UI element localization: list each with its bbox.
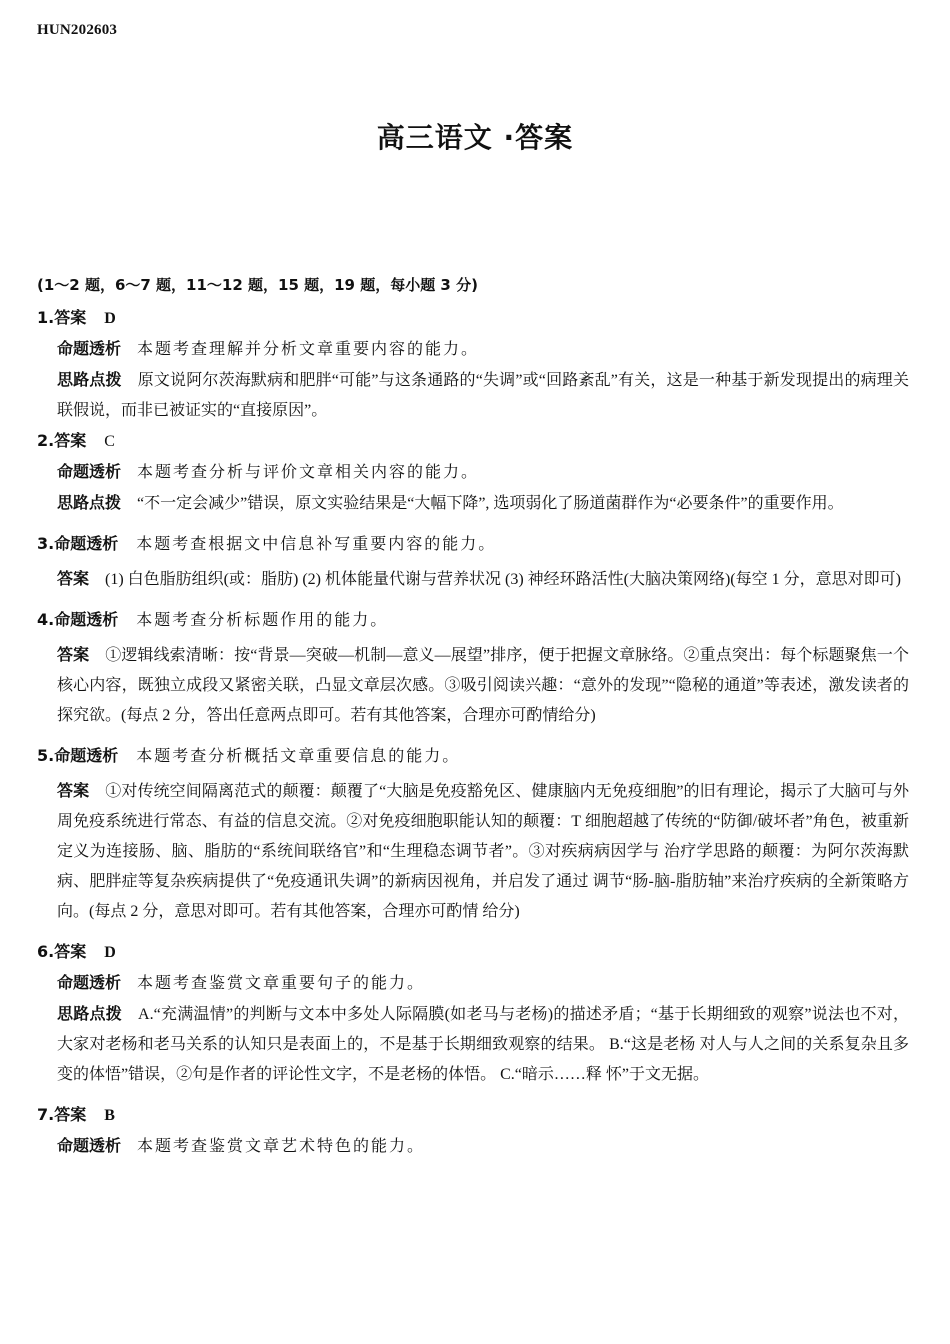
answer-label: 答案 (54, 1105, 87, 1124)
answer-choice: D (104, 310, 116, 327)
hint-label: 思路点拨 (57, 493, 122, 512)
answer-label: 答案 (54, 431, 87, 450)
intent-text: 本题考查鉴赏文章艺术特色的能力。 (137, 1138, 426, 1155)
document-id: HUN202603 (37, 22, 118, 38)
intent-text: 本题考查分析标题作用的能力。 (136, 612, 389, 629)
intent-text: 本题考查分析与评价文章相关内容的能力。 (137, 464, 480, 481)
question-number: 1. (37, 308, 55, 327)
intent-label: 命题透析 (54, 610, 119, 629)
question-5 (37, 741, 909, 927)
page-title: 高三语文 ·答案 (376, 121, 574, 154)
answer-label: 答案 (57, 645, 90, 664)
answer-text: ①对传统空间隔离范式的颠覆：颠覆了“大脑是免疫豁免区、健康脑内无免疫细胞”的旧有理论，揭示了大脑可与外周免疫系统进行常态、有益的信息交流。②对免疫细胞职能认知的颠覆：T 细胞超越了传统的“防御/破坏者”角色，被重新定义为连接肠、脑、脂肪的“系统间联络官”和“生理稳态调节者”。③对疾病病因学与 治疗学思路的颠覆：为阿尔茨海默病、肥胖症等复杂疾病提供了“免疫通讯失调”的新病因视角，并启发了通过 调节“肠-脑-脂肪轴”来治疗疾病的全新策略方向。(每点 2 分，意思对即可。若有其他答案，合理亦可酌情 给分) (57, 783, 909, 920)
question-2-header (37, 426, 909, 457)
answer-choice: B (104, 1107, 115, 1124)
intent-label: 命题透析 (54, 746, 119, 765)
question-number: 2. (37, 431, 55, 450)
hint-text: 原文说阿尔茨海默病和肥胖“可能”与这条通路的“失调”或“回路紊乱”有关，这是一种基于新发现提出的病理关联假说，而非已被证实的“直接原因”。 (57, 372, 909, 419)
question-number: 3. (37, 534, 55, 553)
question-4 (37, 605, 909, 731)
question-3-header (37, 529, 909, 560)
answer-label: 答案 (54, 942, 87, 961)
question-1-header (37, 303, 909, 334)
question-6 (37, 937, 909, 1090)
intent-label: 命题透析 (57, 1136, 122, 1155)
question-number: 4. (37, 610, 55, 629)
answer-label: 答案 (57, 781, 90, 800)
question-4-header (37, 605, 909, 636)
intent-text: 本题考查理解并分析文章重要内容的能力。 (137, 341, 480, 358)
question-5-header (37, 741, 909, 772)
answer-label: 答案 (54, 308, 87, 327)
question-3 (37, 529, 909, 595)
intent-label: 命题透析 (57, 462, 122, 481)
intent-line (57, 968, 909, 999)
question-number: 7. (37, 1105, 55, 1124)
intent-line (57, 457, 909, 488)
answer-line (57, 776, 909, 927)
hint-label: 思路点拨 (57, 370, 122, 389)
intent-text: 本题考查鉴赏文章重要句子的能力。 (137, 975, 426, 992)
hint-text: A.“充满温情”的判断与文本中多处人际隔膜(如老马与老杨)的描述矛盾；“基于长期细致的观察”说法也不对，大家对老杨和老马关系的认知只是表面上的，不是基于长期细致观察的结果。 B.“这是老杨 对人与人之间的关系复杂且多变的体悟”错误，②句是作者的评论性文字，不是老杨的体悟。 C.“暗示……释 怀”于文无据。 (57, 1006, 909, 1083)
answer-label: 答案 (57, 569, 90, 588)
hint-line (57, 488, 909, 519)
intent-line (57, 1131, 909, 1162)
answer-text: ①逻辑线索清晰：按“背景—突破—机制—意义—展望”排序，便于把握文章脉络。②重点突出：每个标题聚焦一个核心内容，既独立成段又紧密关联，凸显文章层次感。③吸引阅读兴趣：“意外的发现”“隐秘的通道”等表述，激发读者的探究欲。(每点 2 分，答出任意两点即可。若有其他答案，合理亦可酌情给分) (57, 647, 909, 724)
question-number: 6. (37, 942, 55, 961)
answer-line (57, 564, 909, 595)
answer-content (37, 270, 909, 1162)
question-number: 5. (37, 746, 55, 765)
question-7 (37, 1100, 909, 1162)
hint-line (57, 999, 909, 1090)
answer-choice: D (104, 944, 116, 961)
answer-line (57, 640, 909, 731)
question-2 (37, 426, 909, 519)
scoring-instruction: (1～2 题，6～7 题，11～12 题，15 题，19 题，每小题 3 分) (37, 276, 478, 294)
question-1 (37, 303, 909, 426)
hint-line (57, 365, 909, 426)
answer-text: (1) 白色脂肪组织(或：脂肪) (2) 机体能量代谢与营养状况 (3) 神经环路活性(大脑决策网络)(每空 1 分，意思对即可) (105, 571, 901, 588)
intent-text: 本题考查根据文中信息补写重要内容的能力。 (136, 536, 497, 553)
hint-label: 思路点拨 (57, 1004, 123, 1023)
answer-choice: C (104, 433, 115, 450)
intent-label: 命题透析 (54, 534, 119, 553)
hint-text: “不一定会减少”错误，原文实验结果是“大幅下降”, 选项弱化了肠道菌群作为“必要条件”的重要作用。 (137, 495, 844, 512)
question-7-header (37, 1100, 909, 1131)
intent-text: 本题考查分析概括文章重要信息的能力。 (136, 748, 461, 765)
intent-line (57, 334, 909, 365)
intent-label: 命题透析 (57, 339, 122, 358)
intent-label: 命题透析 (57, 973, 122, 992)
question-6-header (37, 937, 909, 968)
